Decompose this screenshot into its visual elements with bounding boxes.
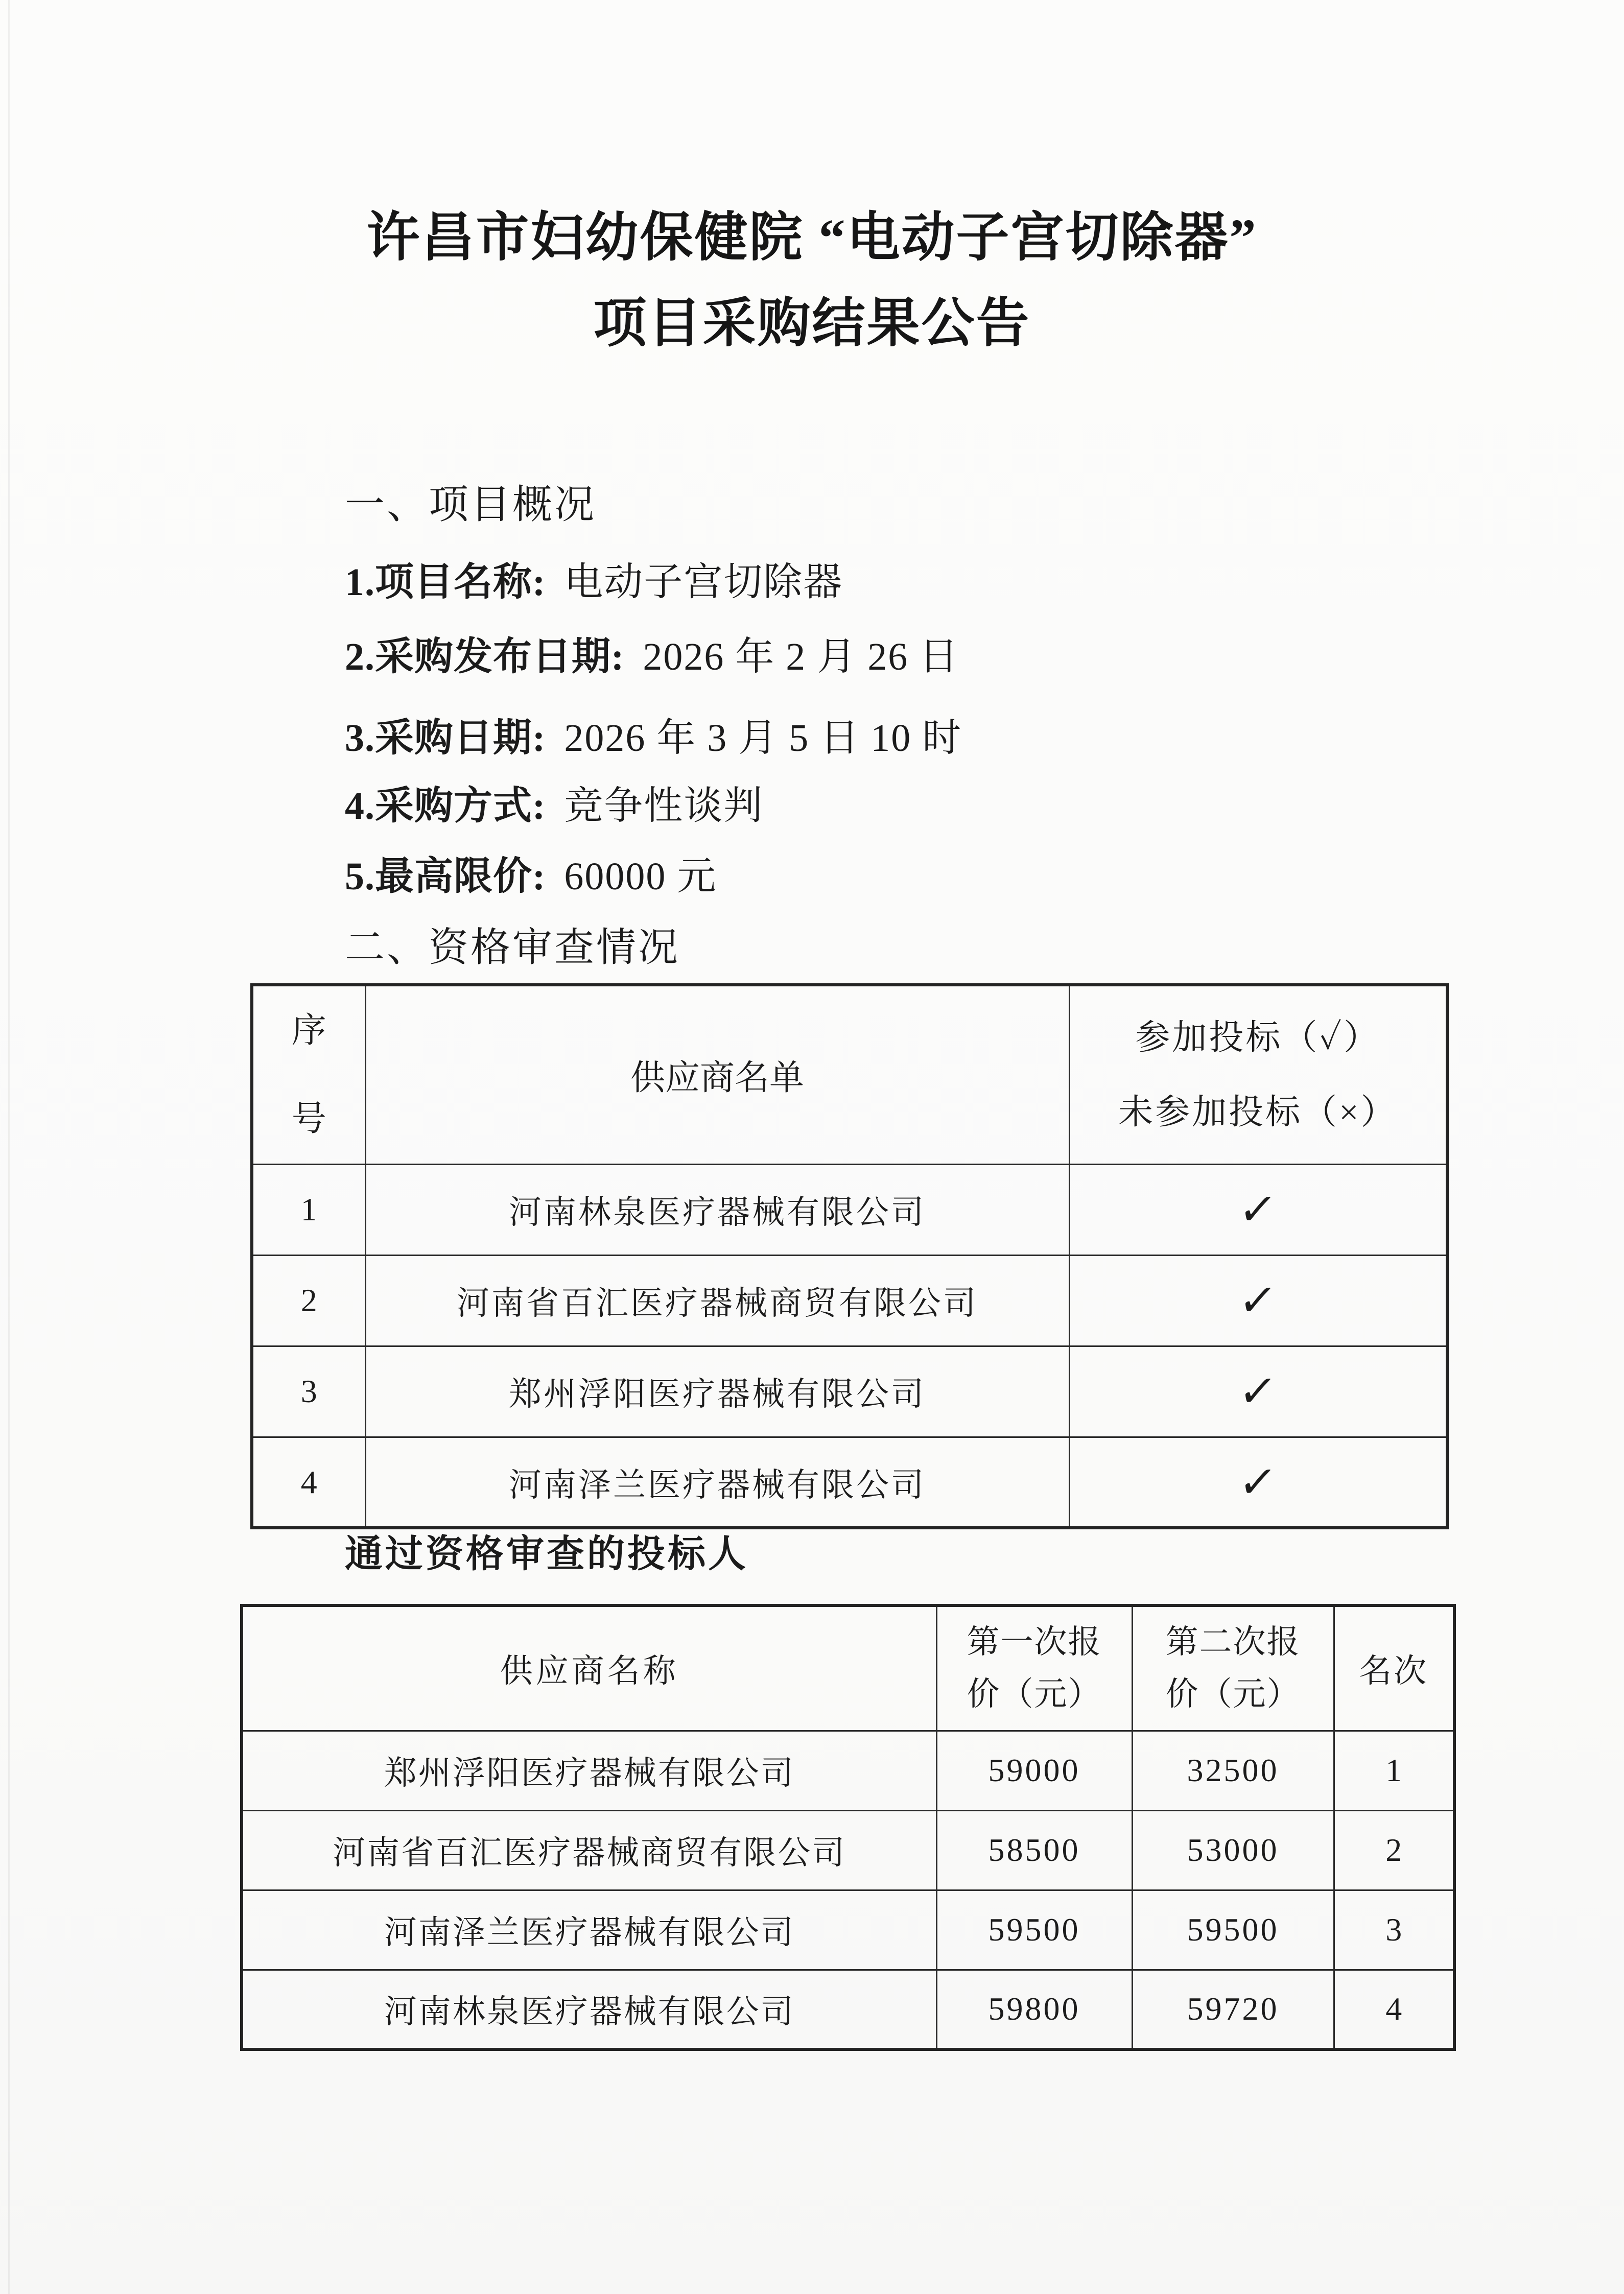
bid-rank: 4 (1334, 1970, 1454, 2049)
first-bid: 59000 (936, 1731, 1132, 1810)
bid-rank: 1 (1334, 1731, 1454, 1810)
second-bid: 59500 (1132, 1890, 1334, 1970)
bid-col-rank-header-text: 名次 (1359, 1653, 1429, 1690)
bidder-name: 河南省百汇医疗器械商贸有限公司 (242, 1810, 936, 1890)
first-bid: 59800 (936, 1970, 1132, 2049)
participation-mark (1069, 1437, 1447, 1528)
qualification-col-mark-header (1069, 985, 1447, 1164)
overview-item-4-value: 竞争性谈判 (564, 785, 764, 827)
section2-heading: 二、资格审查情况 (345, 925, 680, 969)
overview-item-1 (345, 551, 843, 606)
check-icon: ✓ (1236, 1367, 1280, 1416)
qualification-col-mark-header-line2: 未参加投标（×） (1118, 1093, 1398, 1132)
bid-col-bid2-header-text: 第二次报价（元） (1165, 1623, 1301, 1713)
page-title-line1: 许昌市妇幼保健院 “电动子宫切除器” (366, 208, 1258, 267)
qualification-col-name-header: 供应商名单 (365, 985, 1069, 1164)
overview-item-3 (345, 706, 962, 762)
bid-col-name-header (242, 1605, 936, 1731)
second-bid: 59720 (1132, 1970, 1334, 2049)
bid-table-row (242, 1970, 1454, 2049)
first-bid: 59500 (936, 1890, 1132, 1970)
supplier-no: 4 (252, 1437, 365, 1528)
supplier-no: 3 (252, 1346, 365, 1437)
overview-item-4-label: 4.采购方式: (345, 785, 546, 827)
check-icon: ✓ (1236, 1457, 1280, 1507)
check-icon: ✓ (1236, 1276, 1280, 1326)
second-bid: 32500 (1132, 1731, 1334, 1810)
supplier-name: 河南泽兰医疗器械有限公司 (365, 1437, 1069, 1528)
bid-col-name-header-text: 供应商名称 (500, 1653, 679, 1690)
bidder-name: 郑州浮阳医疗器械有限公司 (242, 1731, 936, 1810)
supplier-no: 2 (252, 1255, 365, 1346)
bid-table-row (242, 1810, 1454, 1890)
overview-item-5 (345, 845, 717, 901)
qualification-table-row (252, 1437, 1447, 1528)
bid-rank: 2 (1334, 1810, 1454, 1890)
page-title (0, 195, 1624, 367)
overview-item-3-value: 2026 年 3 月 5 日 10 时 (564, 717, 962, 760)
bid-table-row (242, 1890, 1454, 1970)
qualification-table-row (252, 1346, 1447, 1437)
supplier-name: 河南省百汇医疗器械商贸有限公司 (365, 1255, 1069, 1346)
supplier-name: 河南林泉医疗器械有限公司 (365, 1164, 1069, 1255)
bid-col-bid1-header-text: 第一次报价（元） (967, 1623, 1102, 1713)
overview-item-1-value: 电动子宫切除器 (564, 561, 843, 604)
bid-results-table (240, 1604, 1456, 2051)
first-bid: 58500 (936, 1810, 1132, 1890)
supplier-no: 1 (252, 1164, 365, 1255)
participation-mark (1069, 1255, 1447, 1346)
supplier-name: 郑州浮阳医疗器械有限公司 (365, 1346, 1069, 1437)
bid-rank: 3 (1334, 1890, 1454, 1970)
participation-mark (1069, 1346, 1447, 1437)
qualification-table (250, 983, 1449, 1529)
bid-table-row (242, 1731, 1454, 1810)
overview-item-4 (345, 774, 763, 830)
qualification-col-no-header-text: 序号 (291, 1011, 326, 1139)
section1-heading: 一、项目概况 (345, 482, 597, 527)
bidder-name: 河南林泉医疗器械有限公司 (242, 1970, 936, 2049)
bid-col-bid1-header (936, 1605, 1132, 1731)
second-bid: 53000 (1132, 1810, 1334, 1890)
overview-item-3-label: 3.采购日期: (345, 717, 546, 760)
bidder-name: 河南泽兰医疗器械有限公司 (242, 1890, 936, 1970)
bid-table-header-row (242, 1605, 1454, 1731)
bid-col-rank-header (1334, 1605, 1454, 1731)
overview-item-5-label: 5.最高限价: (345, 855, 546, 898)
bid-col-bid2-header (1132, 1605, 1334, 1731)
overview-item-5-value: 60000 元 (564, 855, 717, 898)
qualified-bidders-heading: 通过资格审查的投标人 (345, 1533, 748, 1575)
participation-mark (1069, 1164, 1447, 1255)
qualification-table-row (252, 1255, 1447, 1346)
qualification-table-header-row (252, 985, 1447, 1164)
overview-item-2-value: 2026 年 2 月 26 日 (643, 635, 959, 678)
page-title-line2: 项目采购结果公告 (593, 294, 1031, 353)
qualification-table-row (252, 1164, 1447, 1255)
qualification-col-mark-header-line1: 参加投标（✓） (1135, 1018, 1381, 1057)
overview-item-1-label: 1.项目名称: (345, 561, 546, 604)
qualification-col-no-header (252, 985, 365, 1164)
overview-item-2-label: 2.采购发布日期: (345, 635, 625, 678)
overview-item-2 (345, 625, 959, 681)
check-icon: ✓ (1236, 1185, 1280, 1235)
